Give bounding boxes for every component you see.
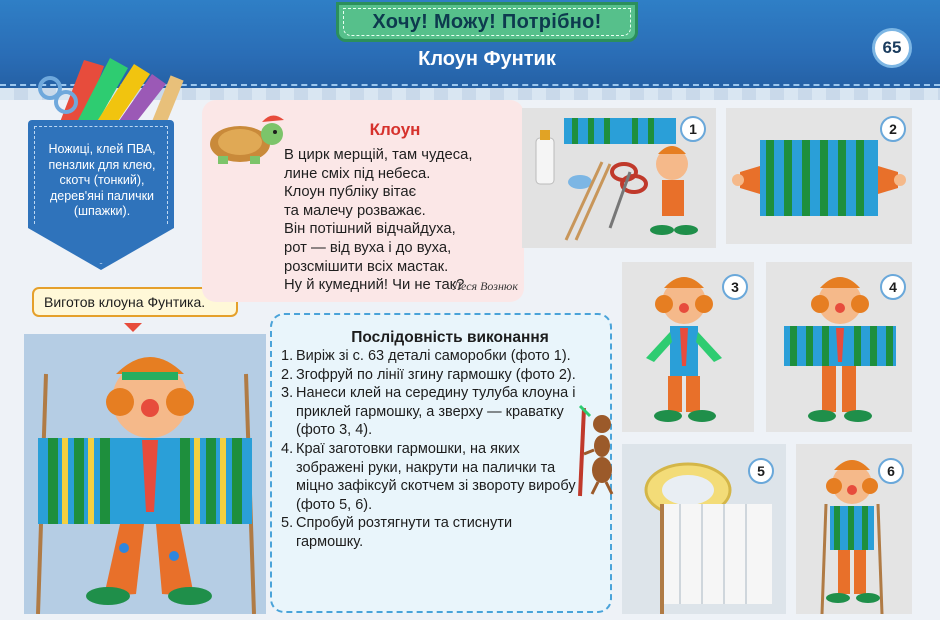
step-text: Згофруй по лінії згину гармошку (фото 2). <box>296 366 576 383</box>
steps-title: Послідовність виконання <box>351 329 549 346</box>
step-photo-3 <box>622 262 754 432</box>
steps-list <box>281 347 577 552</box>
poem-line: Ну й кумедний! Чи не так? <box>284 277 465 294</box>
step-item <box>281 514 577 551</box>
step-photo-6 <box>796 444 912 614</box>
poem-line: та малечу розважає. <box>284 202 426 219</box>
step-number: 2. <box>281 366 294 383</box>
section-title: Хочу! Можу! Потрібно! <box>372 10 602 33</box>
poem-line: В цирк мерщій, там чудеса, <box>284 147 473 163</box>
photo-number: 3 <box>722 274 748 300</box>
step-text: Краї заготовки гармошки, на яких зображені руки, накрути на палички та міцно зафіксуй скотчем зі звороту виробу (фото 5, 6). <box>296 440 576 513</box>
poem-line: Він потішний відчайдуха, <box>284 221 456 238</box>
step-number: 4. <box>281 440 294 457</box>
poem-line: лине сміх під небеса. <box>284 165 431 182</box>
step-number: 3. <box>281 385 294 402</box>
step-item <box>281 384 577 440</box>
step-number: 1. <box>281 348 294 364</box>
photo-number: 4 <box>880 274 906 300</box>
materials-text: Ножиці, клей ПВА, пензлик для клею, скотч (тонкий), дерев'яні палички (шпажки). <box>48 142 156 218</box>
poem-title: Клоун <box>369 120 421 139</box>
lesson-title: Клоун Фунтик <box>418 48 556 70</box>
photo-number: 6 <box>878 458 904 484</box>
step-item <box>281 440 577 514</box>
step-number: 5. <box>281 515 294 532</box>
step-item <box>281 366 577 385</box>
turtle-icon <box>204 104 290 168</box>
step-photo-2 <box>726 108 912 244</box>
page-number: 65 <box>872 28 912 68</box>
poem-author: Леся Вознюк <box>452 279 518 293</box>
step-photo-1 <box>522 108 716 248</box>
step-text: Нанеси клей на середину тулуба клоуна і приклей гармошку, а зверху — краватку (фото 3, 4). <box>296 385 576 439</box>
step-text: Спробуй розтягнути та стиснути гармошку. <box>296 515 513 550</box>
step-photo-5 <box>622 444 786 614</box>
poem-text <box>284 146 520 295</box>
colored-paper-scissors-icon <box>24 40 214 130</box>
photo-number: 2 <box>880 116 906 142</box>
task-label-text: Виготов клоуна Фунтика. <box>44 294 206 310</box>
photo-number: 5 <box>748 458 774 484</box>
section-tag <box>336 2 638 42</box>
poem-line: рот — від вуха і до вуха, <box>284 239 452 256</box>
ant-mascot-icon <box>570 402 620 498</box>
poem-line: розсмішити всіх мастак. <box>284 258 449 275</box>
task-pointer <box>124 323 142 332</box>
step-photo-4 <box>766 262 912 432</box>
step-text: Виріж зі с. 63 деталі саморобки (фото 1). <box>296 348 571 364</box>
photo-number: 1 <box>680 116 706 142</box>
step-item <box>281 347 577 366</box>
finished-clown-photo <box>24 334 266 614</box>
poem-line: Клоун публіку вітає <box>284 184 417 201</box>
